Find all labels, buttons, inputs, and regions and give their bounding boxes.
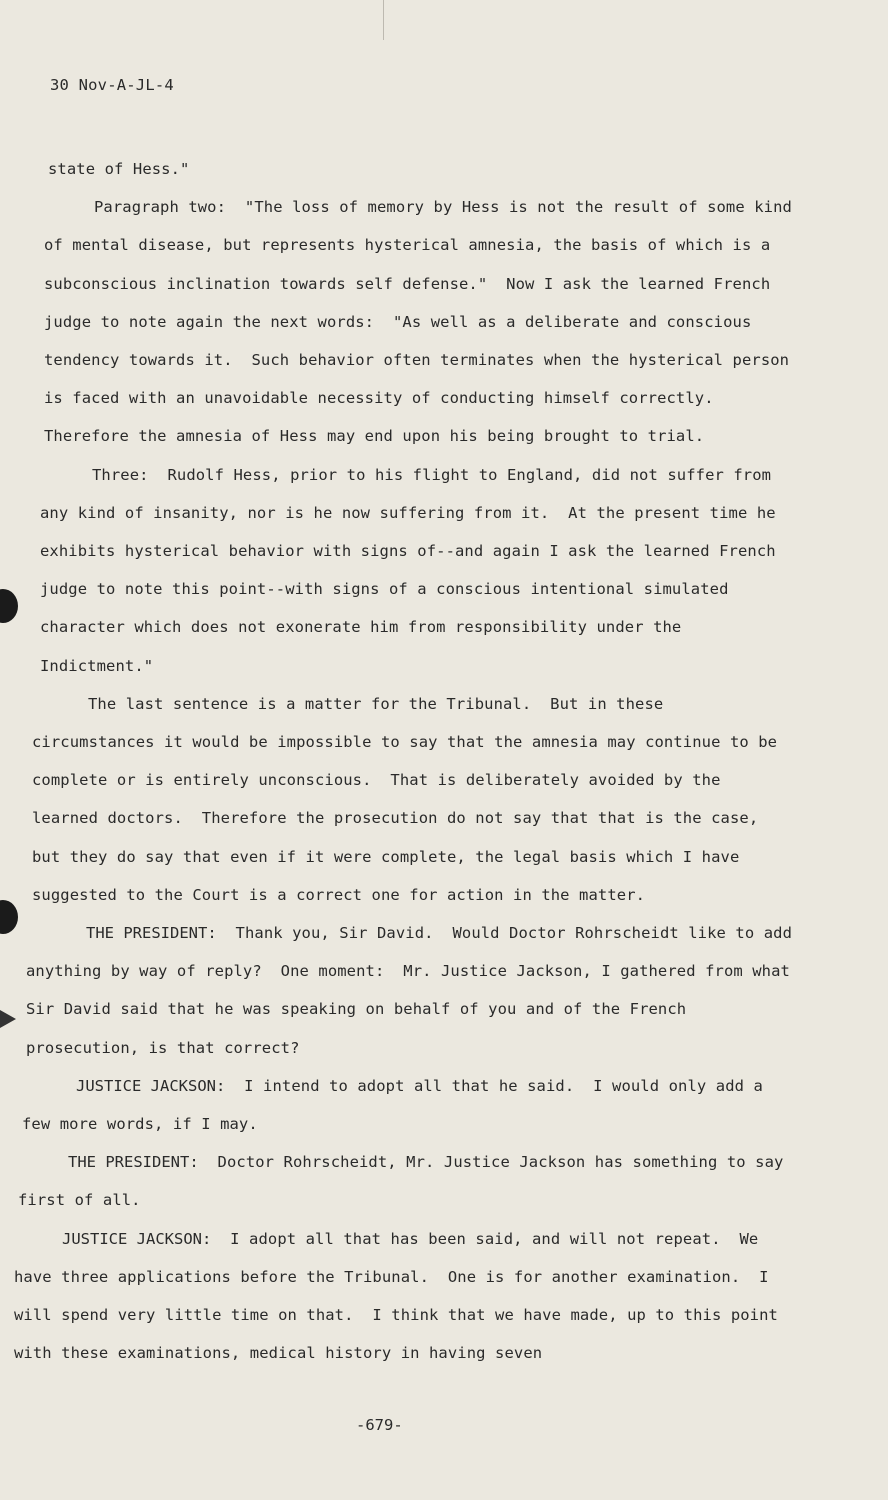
paragraph [14,1220,794,1373]
paragraph [14,188,802,455]
paragraph [14,1067,794,1143]
paragraph-text: Doctor Rohrscheidt, Mr. Justice Jackson has something to say first of all. [18,1153,793,1210]
paragraph [14,1143,794,1219]
speaker-label: THE PRESIDENT: [86,924,217,943]
paragraph-text: Three: Rudolf Hess, prior to his flight to England, did not suffer from any kind of insanity, nor is he now suffering from it. At the present time he exhibits hysterical behavior with signs of--and again I ask the learned French judge to note this point--with signs of a conscious intentional simulated character which does not exonerate him from responsibility under the Indictment." [40,465,786,675]
paragraph-text: I adopt all that has been said, and will not repeat. We have three applications before the Tribunal. One is for another examination. I will spend very little time on that. I think that we have made, up to this point with these examinations, medical history in having seven [14,1229,788,1363]
paragraph-text: The last sentence is a matter for the Tribunal. But in these circumstances it would be impossible to say that the amnesia may continue to be complete or is entirely unconscious. That is deliberately avoided by the learned doctors. Therefore the prosecution do not say that that is the case, but they do say that even if it were complete, the legal basis which I have suggested to the Court is a correct one for action in the matter. [32,694,787,904]
speaker-label: THE PRESIDENT: [68,1153,199,1172]
paragraph [14,456,794,685]
speaker-label: JUSTICE JACKSON: [76,1076,226,1095]
paragraph-text: Paragraph two: "The loss of memory by Hess is not the result of some kind of mental disease, but represents hysterical amnesia, the basis of which is a subconscious inclination towards self defense." Now I ask the learned French judge to note again the next words: "As well as a deliberate and conscious tendency towards it. Such behavior often terminates when the hysterical person is faced with an unavoidable necessity of conducting himself correctly. Therefore the amnesia of Hess may end upon his being brought to trial. [44,198,802,446]
fold-line [383,0,384,40]
paragraph [14,150,794,188]
paragraph [14,685,794,914]
paragraph-text: Thank you, Sir David. Would Doctor Rohrscheidt like to add anything by way of reply? One moment: Mr. Justice Jackson, I gathered from what Sir David said that he was speaking on behalf of you and of the French prosecution, is that correct? [26,924,802,1057]
paragraph-text: I intend to adopt all that he said. I would only add a few more words, if I may. [22,1076,773,1134]
transcript-body [14,150,802,1373]
page-number: -679- [356,1416,403,1434]
speaker-label: JUSTICE JACKSON: [62,1229,212,1248]
paragraph [14,914,802,1067]
paragraph-text: state of Hess." [48,160,190,178]
document-id: 30 Nov-A-JL-4 [50,76,174,94]
